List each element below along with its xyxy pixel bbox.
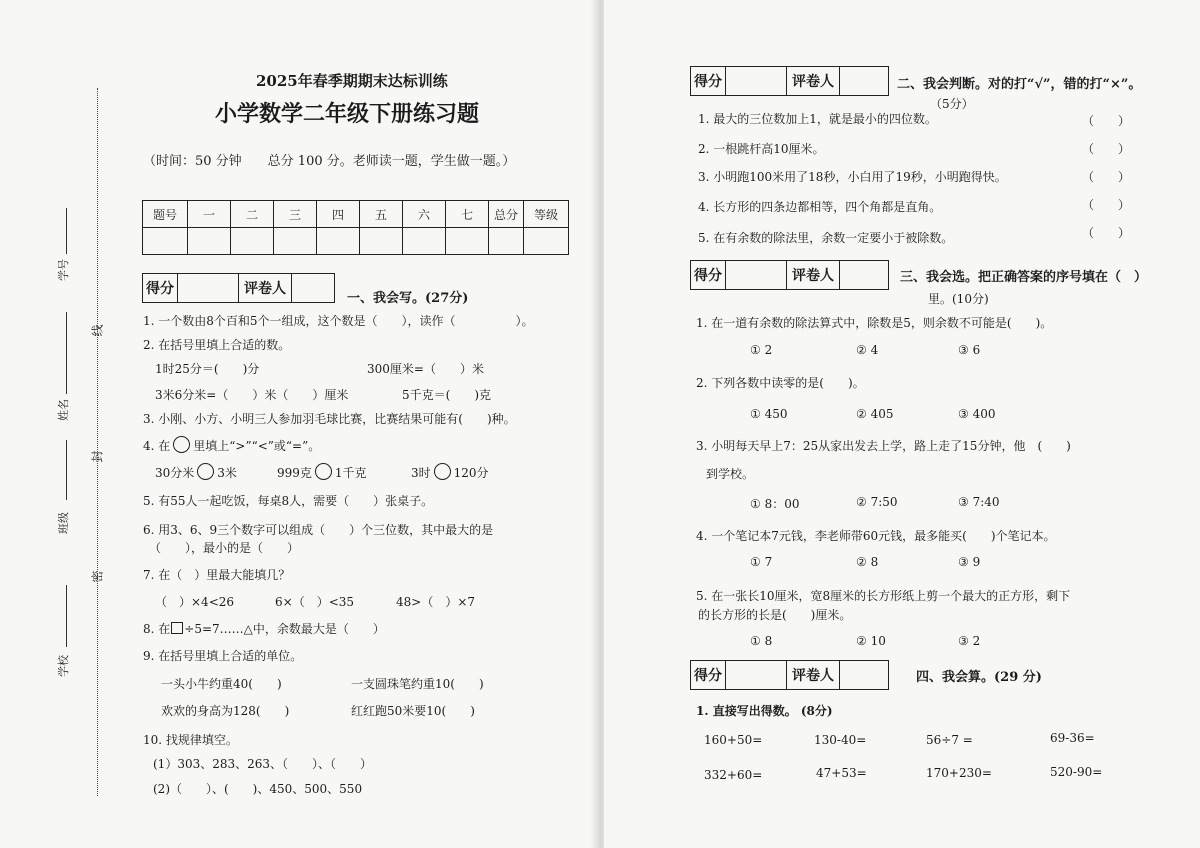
grader-blank[interactable] — [840, 661, 888, 689]
section2-title: 二、我会判断。对的打“√”，错的打“×”。 — [897, 77, 1142, 92]
section3-title: 三、我会选。把正确答案的序号填在（ ） — [900, 270, 1148, 285]
q8-prefix: 8. 在 — [143, 622, 171, 636]
grader-label: 评卷人 — [239, 274, 292, 302]
question-4-suffix: 里填上“>”“<”或“=”。 — [193, 439, 321, 453]
score-header-cell: 等级 — [524, 201, 569, 228]
score-header-cell: 题号 — [143, 201, 188, 228]
grader-label: 评卷人 — [787, 661, 840, 689]
score-label: 得分 — [691, 261, 726, 289]
choice-5-opt-a[interactable]: ① 8 — [750, 634, 773, 648]
choice-5b: 的长方形的长是( )厘米。 — [698, 608, 852, 622]
question-5: 5. 有55人一起吃饭，每桌8人，需要（ ）张桌子。 — [143, 494, 434, 508]
exam-subtitle: （时间：50 分钟 总分 100 分。老师读一题，学生做一题。） — [143, 154, 516, 169]
question-2c: 3米6分米=（ ）米（ ）厘米 — [155, 388, 349, 402]
binding-dotted-line — [97, 88, 98, 796]
score-table-header-row — [143, 201, 569, 228]
choice-1: 1. 在一道有余数的除法算式中，除数是5，则余数不可能是( )。 — [696, 316, 1053, 330]
question-4-prefix: 4. 在 — [143, 439, 171, 453]
score-header-cell: 三 — [274, 201, 317, 228]
score-cell[interactable] — [524, 228, 569, 255]
left-page — [0, 0, 596, 848]
scorer-box-section2 — [690, 66, 889, 96]
question-2a: 1时25分＝( )分 — [155, 362, 260, 376]
question-2b: 300厘米=（ ）米 — [367, 362, 484, 376]
section1-title: 一、我会写。(27分) — [347, 291, 469, 306]
question-9b: 一支圆珠笔约重10( ) — [351, 677, 484, 691]
score-label: 得分 — [691, 67, 726, 95]
judge-3: 3. 小明跑100米用了18秒，小白用了19秒，小明跑得快。 — [698, 170, 1007, 184]
question-9d: 红红跑50米要10( ) — [351, 704, 475, 718]
score-blank[interactable] — [726, 261, 787, 289]
calc-subtitle: 1. 直接写出得数。 (8分) — [696, 704, 833, 718]
question-1: 1. 一个数由8个百和5个一组成，这个数是（ ），读作（ ）。 — [143, 314, 534, 328]
calc-item: 160+50= — [704, 733, 763, 747]
q4a-left: 30分米 — [155, 466, 195, 480]
question-9: 9. 在括号里填上合适的单位。 — [143, 649, 303, 663]
name-label: 姓名 — [57, 399, 70, 421]
line-char: 线 — [90, 324, 105, 337]
score-cell[interactable] — [489, 228, 524, 255]
choice-1-opt-c[interactable]: ③ 6 — [958, 343, 981, 357]
score-cell[interactable] — [317, 228, 360, 255]
q4b-left: 999克 — [277, 466, 312, 480]
compare-circle — [173, 436, 190, 453]
choice-2-opt-a[interactable]: ① 450 — [750, 407, 788, 421]
calc-item: 69-36= — [1050, 731, 1095, 745]
choice-3b: 到学校。 — [706, 467, 755, 481]
calc-item: 520-90= — [1050, 765, 1103, 779]
choice-1-opt-b[interactable]: ② 4 — [856, 343, 879, 357]
judge-5: 5. 在有余数的除法里，余数一定要小于被除数。 — [698, 231, 954, 245]
score-header-cell: 总分 — [489, 201, 524, 228]
question-10b: (2)（ ）、( )、450、500、550 — [153, 782, 363, 796]
choice-2: 2. 下列各数中读零的是( )。 — [696, 376, 865, 390]
calc-item: 47+53= — [816, 766, 867, 780]
seal-char: 封 — [90, 450, 105, 463]
section4-title: 四、我会算。(29 分) — [916, 670, 1042, 685]
score-table-blank-row — [143, 228, 569, 255]
right-page — [604, 0, 1200, 848]
school-line — [66, 585, 67, 647]
scorer-box-section3 — [690, 260, 889, 290]
grader-blank[interactable] — [840, 261, 888, 289]
score-cell[interactable] — [403, 228, 446, 255]
choice-3a: 3. 小明每天早上7：25从家出发去上学，路上走了15分钟，他 ( ) — [696, 439, 1071, 453]
scorer-box-section1 — [142, 273, 335, 303]
student-id-line — [66, 208, 67, 254]
score-blank[interactable] — [178, 274, 239, 302]
q4c-left: 3时 — [411, 466, 431, 480]
score-header-cell: 六 — [403, 201, 446, 228]
question-10: 10. 找规律填空。 — [143, 733, 238, 747]
score-cell[interactable] — [188, 228, 231, 255]
calc-item: 130-40= — [814, 733, 867, 747]
grader-label: 评卷人 — [787, 67, 840, 95]
score-header-cell: 二 — [231, 201, 274, 228]
calc-item: 56÷7 = — [926, 733, 973, 747]
question-4 — [143, 436, 320, 454]
choice-4-opt-c[interactable]: ③ 9 — [958, 555, 981, 569]
class-label: 班级 — [57, 512, 70, 534]
question-7b: 6×（ ）<35 — [275, 595, 355, 609]
secret-char: 密 — [90, 570, 105, 583]
score-cell[interactable] — [360, 228, 403, 255]
blank-square — [171, 622, 183, 634]
judge-2: 2. 一根跳杆高10厘米。 — [698, 142, 825, 156]
school-label: 学校 — [57, 655, 70, 677]
compare-circle[interactable] — [197, 463, 214, 480]
choice-4-opt-a[interactable]: ① 7 — [750, 555, 773, 569]
judge-1-paren[interactable]: （ ） — [1082, 114, 1131, 128]
grader-blank[interactable] — [292, 274, 334, 302]
judge-1: 1. 最大的三位数加上1，就是最小的四位数。 — [698, 112, 937, 126]
score-cell[interactable] — [231, 228, 274, 255]
student-id-label: 学号 — [57, 259, 70, 281]
question-7: 7. 在（ ）里最大能填几？ — [143, 568, 291, 582]
score-header-cell: 七 — [446, 201, 489, 228]
choice-2-opt-c[interactable]: ③ 400 — [958, 407, 996, 421]
grader-label: 评卷人 — [787, 261, 840, 289]
judge-2-paren[interactable]: （ ） — [1082, 142, 1131, 156]
score-blank[interactable] — [726, 661, 787, 689]
scorer-box-section4 — [690, 660, 889, 690]
question-4c — [411, 463, 489, 481]
choice-3-opt-b[interactable]: ② 7:50 — [856, 495, 898, 509]
question-4b — [277, 463, 367, 481]
score-cell[interactable] — [274, 228, 317, 255]
question-9c: 欢欢的身高为128( ) — [161, 704, 290, 718]
score-label: 得分 — [143, 274, 178, 302]
choice-4: 4. 一个笔记本7元钱，李老师带60元钱，最多能买( )个笔记本。 — [696, 529, 1056, 543]
q4a-right: 3米 — [217, 466, 237, 480]
question-6b: （ ），最小的是（ ） — [149, 541, 300, 555]
q4c-right: 120分 — [453, 466, 489, 480]
calc-item: 332+60= — [704, 768, 763, 782]
question-10a: (1）303、283、263、（ ）、（ ） — [153, 757, 373, 771]
question-7a: （ ）×4<26 — [155, 595, 235, 609]
exam-title-1: 2025年春季期期末达标训练 — [256, 72, 448, 90]
score-table — [142, 200, 569, 255]
compare-circle[interactable] — [315, 463, 332, 480]
choice-3-opt-a[interactable]: ① 8：00 — [750, 497, 800, 511]
grader-blank[interactable] — [840, 67, 888, 95]
choice-5-opt-b[interactable]: ② 10 — [856, 634, 886, 648]
question-3: 3. 小刚、小方、小明三人参加羽毛球比赛，比赛结果可能有( )种。 — [143, 412, 516, 426]
choice-3-opt-c[interactable]: ③ 7:40 — [958, 495, 1000, 509]
compare-circle[interactable] — [434, 463, 451, 480]
name-line — [66, 312, 67, 394]
score-cell[interactable] — [143, 228, 188, 255]
question-8 — [143, 620, 385, 637]
question-4a — [155, 463, 237, 481]
choice-1-opt-a[interactable]: ① 2 — [750, 343, 773, 357]
score-header-cell: 一 — [188, 201, 231, 228]
section3-title-cont: 里。(10分) — [928, 292, 989, 306]
question-2d: 5千克＝( )克 — [402, 388, 491, 402]
score-cell[interactable] — [446, 228, 489, 255]
class-line — [66, 440, 67, 500]
q8-rest: ÷5=7……△中，余数最大是（ ） — [184, 622, 385, 636]
judge-3-paren[interactable]: （ ） — [1082, 170, 1131, 184]
choice-2-opt-b[interactable]: ② 405 — [856, 407, 894, 421]
score-label: 得分 — [691, 661, 726, 689]
judge-4-paren[interactable]: （ ） — [1082, 198, 1131, 212]
section2-points: （5分） — [930, 97, 974, 111]
question-9a: 一头小牛约重40( ) — [161, 677, 282, 691]
question-2: 2. 在括号里填上合适的数。 — [143, 338, 291, 352]
question-6a: 6. 用3、6、9三个数字可以组成（ ）个三位数，其中最大的是 — [143, 523, 494, 537]
question-7c: 48>（ ）×7 — [396, 595, 476, 609]
score-header-cell: 四 — [317, 201, 360, 228]
judge-4: 4. 长方形的四条边都相等，四个角都是直角。 — [698, 200, 942, 214]
choice-5-opt-c[interactable]: ③ 2 — [958, 634, 981, 648]
exam-title-2: 小学数学二年级下册练习题 — [215, 101, 480, 127]
score-blank[interactable] — [726, 67, 787, 95]
choice-5a: 5. 在一张长10厘米，宽8厘米的长方形纸上剪一个最大的正方形，剩下 — [696, 589, 1071, 603]
score-header-cell: 五 — [360, 201, 403, 228]
judge-5-paren[interactable]: （ ） — [1082, 226, 1131, 240]
q4b-right: 1千克 — [334, 466, 367, 480]
calc-item: 170+230= — [926, 766, 992, 780]
choice-4-opt-b[interactable]: ② 8 — [856, 555, 879, 569]
